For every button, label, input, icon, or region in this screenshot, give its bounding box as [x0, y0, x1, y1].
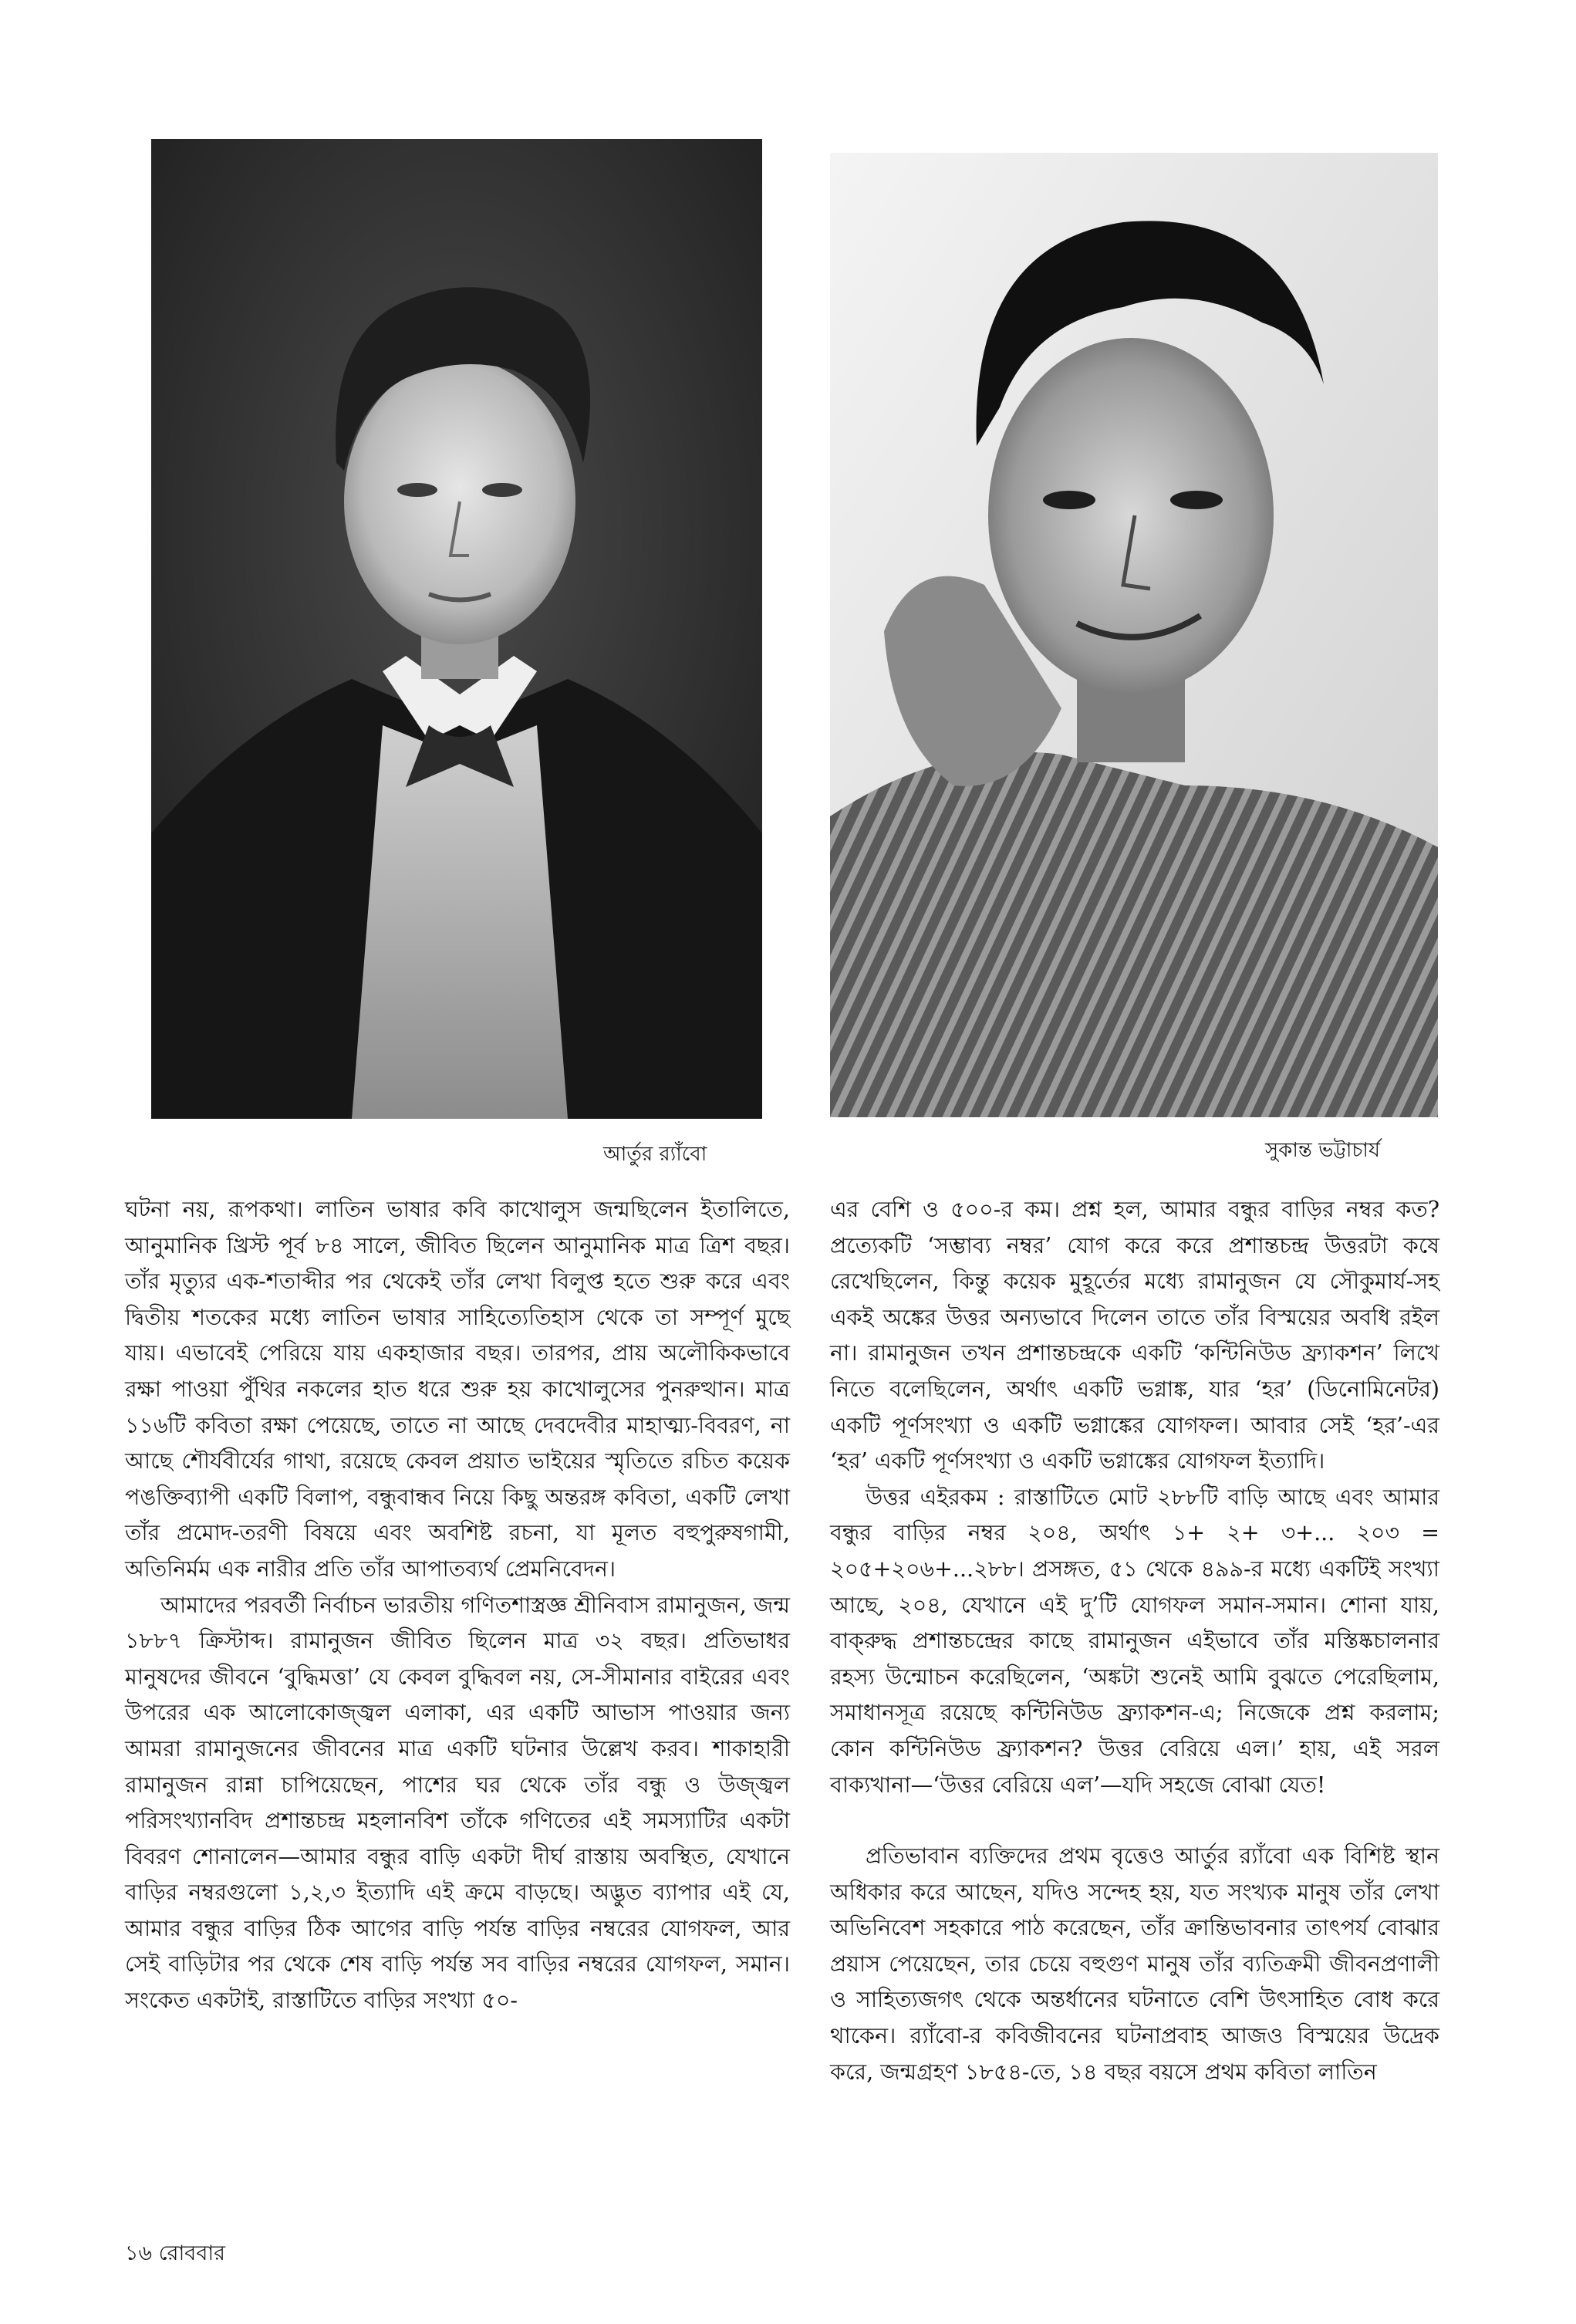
sukanta-photo-image: [830, 153, 1438, 1117]
portrait-photo-sukanta: [830, 153, 1438, 1117]
portrait-photo-rimbaud: [151, 139, 762, 1119]
article-column-left: [125, 1192, 790, 2019]
rimbaud-photo-image: [151, 139, 762, 1119]
article-paragraph: এর বেশি ও ৫০০-র কম। প্রশ্ন হল, আমার বন্ধুর বাড়ির নম্বর কত? প্রত্যেকটি ‘সম্ভাব্য নম্বর’ যোগ করে করে প্রশান্তচন্দ্র উত্তরটা কষে রেখেছিলেন, কিন্তু কয়েক মুহূর্তের মধ্যে রামানুজন যে সৌকুমার্য-সহ একই অঙ্কের উত্তর অন্যভাবে দিলেন তাতে তাঁর বিস্ময়ের অবধি রইল না। রামানুজন তখন প্রশান্তচন্দ্রকে একটি ‘কন্টিনিউড ফ্র্যাকশন’ লিখে নিতে বলেছিলেন, অর্থাৎ একটি ভগ্নাঙ্ক, যার ‘হর’ (ডিনোমিনেটর) একটি পূর্ণসংখ্যা ও একটি ভগ্নাঙ্কের যোগফল। আবার সেই ‘হর’-এর ‘হর’ একটি পূর্ণসংখ্যা ও একটি ভগ্নাঙ্কের যোগফল ইত্যাদি।: [830, 1197, 1439, 1474]
article-paragraph: উত্তর এইরকম : রাস্তাটিতে মোট ২৮৮টি বাড়ি আছে এবং আমার বন্ধুর বাড়ির নম্বর ২০৪, অর্থাৎ ১+ ২+ ৩+... ২০৩ = ২০৫+২০৬+...২৮৮। প্রসঙ্গত, ৫১ থেকে ৪৯৯-র মধ্যে একটিই সংখ্যা আছে, ২০৪, যেখানে এই দু’টি যোগফল সমান-সমান। শোনা যায়, বাক্‌রুদ্ধ প্রশান্তচন্দ্রের কাছে রামানুজন এইভাবে তাঁর মস্তিষ্কচালনার রহস্য উন্মোচন করেছিলেন, ‘অঙ্কটা শুনেই আমি বুঝতে পেরেছিলাম, সমাধানসূত্র রয়েছে কন্টিনিউড ফ্র্যাকশন-এ; নিজেকে প্রশ্ন করলাম; কোন কন্টিনিউড ফ্র্যাকশন? উত্তর বেরিয়ে এল।’ হায়, এই সরল বাক্যখানা—‘উত্তর বেরিয়ে এল’—যদি সহজে বোঝা যেত!: [830, 1484, 1439, 1798]
article-paragraph: প্রতিভাবান ব্যক্তিদের প্রথম বৃত্তেও আর্তুর র‍্যাঁবো এক বিশিষ্ট স্থান অধিকার করে আছেন, যদিও সন্দেহ হয়, যত সংখ্যক মানুষ তাঁর লেখা অভিনিবেশ সহকারে পাঠ করেছেন, তাঁর ক্রান্তিভাবনার তাৎপর্য বোঝার প্রয়াস পেয়েছেন, তার চেয়ে বহুগুণ মানুষ তাঁর ব্যতিক্রমী জীবনপ্রণালী ও সাহিত্যজগৎ থেকে অন্তর্ধানের ঘটনাতে বেশি উৎসাহিত বোধ করে থাকেন। র‍্যাঁবো-র কবিজীবনের ঘটনাপ্রবাহ আজও বিস্ময়ের উদ্রেক করে, জন্মগ্রহণ ১৮৫৪-তে, ১৪ বছর বয়সে প্রথম কবিতা লাতিন: [830, 1843, 1439, 2085]
photo-caption-rimbaud: আর্তুর র‍্যাঁবো: [603, 1143, 707, 1166]
article-column-right: [830, 1192, 1439, 2090]
article-paragraph: ঘটনা নয়, রূপকথা। লাতিন ভাষার কবি কাখোলুস জন্মছিলেন ইতালিতে, আনুমানিক খ্রিস্ট পূর্ব ৮৪ সালে, জীবিত ছিলেন আনুমানিক মাত্র ত্রিশ বছর। তাঁর মৃত্যুর এক-শতাব্দীর পর থেকেই তাঁর লেখা বিলুপ্ত হতে শুরু করে এবং দ্বিতীয় শতকের মধ্যে লাতিন ভাষার সাহিত্যেতিহাস থেকে তা সম্পূর্ণ মুছে যায়। এভাবেই পেরিয়ে যায় একহাজার বছর। তারপর, প্রায় অলৌকিকভাবে রক্ষা পাওয়া পুঁথির নকলের হাত ধরে শুরু হয় কাখোলুসের পুনরুত্থান। মাত্র ১১৬টি কবিতা রক্ষা পেয়েছে, তাতে না আছে দেবদেবীর মাহাত্ম্য-বিবরণ, না আছে শৌর্যবীর্যের গাথা, রয়েছে কেবল প্রয়াত ভাইয়ের স্মৃতিতে রচিত কয়েক পঙক্তিব্যাপী একটি বিলাপ, বন্ধুবান্ধব নিয়ে কিছু অন্তরঙ্গ কবিতা, একটি লেখা তাঁর প্রমোদ-তরণী বিষয়ে এবং অবশিষ্ট রচনা, যা মূলত বহুপুরুষগামী, অতিনির্মম এক নারীর প্রতি তাঁর আপাতব্যর্থ প্রেমনিবেদন।: [125, 1197, 790, 1582]
photo-caption-sukanta: সুকান্ত ভট্টাচার্য: [1265, 1139, 1380, 1162]
article-paragraph: আমাদের পরবর্তী নির্বাচন ভারতীয় গণিতশাস্ত্রজ্ঞ শ্রীনিবাস রামানুজন, জন্ম ১৮৮৭ ক্রিস্টাব্দ। রামানুজন জীবিত ছিলেন মাত্র ৩২ বছর। প্রতিভাধর মানুষদের জীবনে ‘বুদ্ধিমত্তা’ যে কেবল বুদ্ধিবল নয়, সে-সীমানার বাইরের এবং উপরের এক আলোকোজ্জ্বল এলাকা, এর একটি আভাস পাওয়ার জন্য আমরা রামানুজনের জীবনের মাত্র একটি ঘটনার উল্লেখ করব। শাকাহারী রামানুজন রান্না চাপিয়েছেন, পাশের ঘর থেকে তাঁর বন্ধু ও উজ্জ্বল পরিসংখ্যানবিদ প্রশান্তচন্দ্র মহলানবিশ তাঁকে গণিতের এই সমস্যাটির একটা বিবরণ শোনালেন—আমার বন্ধুর বাড়ি একটা দীর্ঘ রাস্তায় অবস্থিত, যেখানে বাড়ির নম্বরগুলো ১,২,৩ ইত্যাদি এই ক্রমে বাড়ছে। অদ্ভুত ব্যাপার এই যে, আমার বন্ধুর বাড়ির ঠিক আগের বাড়ি পর্যন্ত বাড়ির নম্বরের যোগফল, আর সেই বাড়িটার পর থেকে শেষ বাড়ি পর্যন্ত সব বাড়ির নম্বরের যোগফল, সমান। সংকেত একটাই, রাস্তাটিতে বাড়ির সংখ্যা ৫০-: [125, 1592, 790, 2014]
page-folio: ১৬ রোববার: [125, 2241, 226, 2265]
